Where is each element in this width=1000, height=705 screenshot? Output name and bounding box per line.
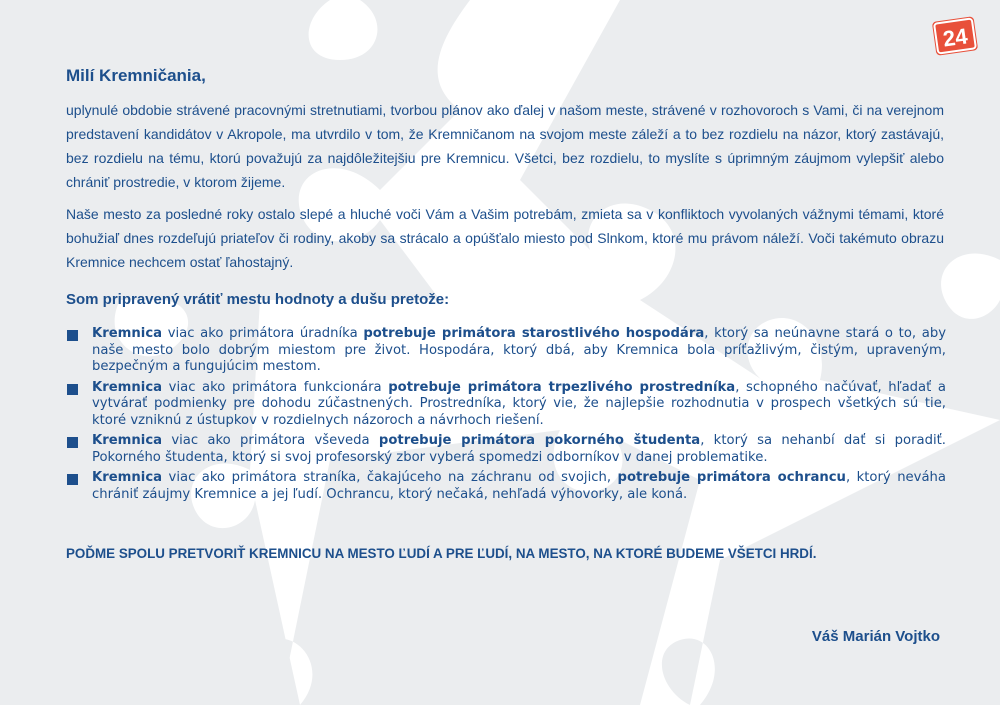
letter-subheading: Som pripravený vrátiť mestu hodnoty a dušu pretože: [66, 291, 450, 308]
letter-greeting: Milí Kremničania, [66, 66, 206, 85]
pledge-strong: potrebuje primátora trpezlivého prostredníka [388, 379, 736, 395]
letter-paragraph-2: Naše mesto za posledné roky ostalo slepé a hluché voči Vám a Vašim potrebám, zmieta sa v konfliktoch vyvolaných vážnymi témami, ktoré bohužiaľ dnes rozdeľujú priateľov či rodiny, akoby sa strácalo a opúšťalo miesto pod Slnkom, ktoré mu právom náleží. Voči takémuto obrazu Kremnice nechcem ostať ľahostajný. [66, 206, 944, 270]
pledge-mid: viac ako primátora straníka, čakajúceho na záchranu od svojich, [162, 470, 618, 485]
pledge-lead: Kremnica [92, 470, 163, 485]
pledge-strong: potrebuje primátora starostlivého hospodára [363, 326, 705, 341]
pledge-lead: Kremnica [92, 433, 163, 448]
bullet-square-icon [67, 330, 78, 341]
pledge-strong: potrebuje primátora pokorného študenta [378, 433, 701, 448]
bullet-square-icon [67, 384, 78, 395]
letter-paragraph-1: uplynulé obdobie strávené pracovnými stretnutiami, tvorbou plánov ako ďalej v našom meste, strávené v rozhovoroch s Vami, či na verejnom predstavení kandidátov v Akropole, ma utvrdilo v tom, že Kremničanom na svojom meste záleží a to bez rozdielu na názor, ktorý zastávajú, bez rozdielu na tému, ktorú považujú za najdôležitejšiu pre Kremnicu. Všetci, bez rozdielu, to myslíte s úprimným záujmom vylepšiť alebo chrániť prostredie, v ktorom žijeme. [66, 102, 944, 190]
pledge-list [66, 326, 946, 507]
pledge-item [66, 433, 946, 466]
pledge-rest: , ktorý sa nehanbí dať si poradiť. Pokorného študenta, ktorý si svoj profesorský zbor vyberá spomedzi odborníkov v danej problematike. [92, 433, 947, 465]
letter-signature: Váš Marián Vojtko [811, 628, 940, 645]
pledge-item [66, 380, 946, 430]
pledge-item [66, 326, 946, 376]
pledge-lead: Kremnica [92, 326, 163, 341]
pledge-mid: viac ako primátora úradníka [162, 326, 364, 341]
pledge-mid: viac ako primátora vševeda [162, 433, 379, 448]
pledge-rest: , ktorý sa neúnavne stará o to, aby naše mesto bolo dobrým miestom pre život. Hospodára, ktorý dbá, aby Kremnica bola príťažlivým, čistým, upraveným, bezpečným a fungujúcim mestom. [92, 326, 946, 374]
pledge-rest: , ktorý neváha chrániť záujmy Kremnice a jej ľudí. Ochrancu, ktorý nečaká, nehľadá výhovorky, ale koná. [92, 470, 946, 502]
pledge-mid: viac ako primátora funkcionára [162, 379, 389, 395]
pledge-item [66, 470, 946, 503]
pledge-rest: , schopného načúvať, hľadať a vytvárať podmienky pre dohodu zúčastnených. Prostredníka, ktorý vie, že najlepšie rozhodnutia v prospech všetkých sú tie, ktoré vzniknú z ústupkov v rozdielnych názoroch a návrhoch riešení. [92, 379, 946, 428]
tv24-logo[interactable] [930, 14, 980, 58]
bullet-square-icon [67, 437, 78, 448]
bullet-square-icon [67, 474, 78, 485]
logo-text: 24 [941, 23, 970, 52]
pledge-strong: potrebuje primátora ochrancu [617, 470, 846, 485]
pledge-lead: Kremnica [92, 379, 163, 395]
letter-callout: POĎME SPOLU PRETVORIŤ KREMNICU NA MESTO ĽUDÍ A PRE ĽUDÍ, NA MESTO, NA KTORÉ BUDEME VŠETCI HRDÍ. [66, 546, 817, 561]
